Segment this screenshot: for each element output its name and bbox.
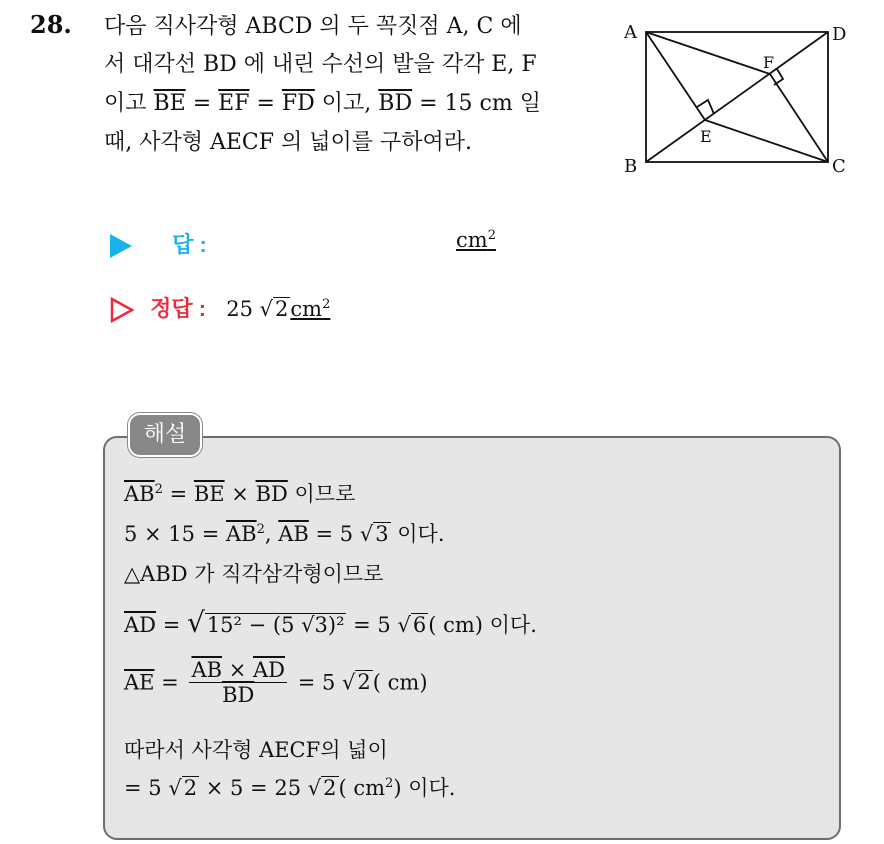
correct-radicand: 2 [275,297,289,321]
text-segment: = [162,482,194,506]
answer-label: 답 : [172,232,207,257]
segment-ad: $\overline{AD}$ [124,613,157,637]
text-segment: ( cm [338,776,386,800]
segment-ef: $\overline{EF}$ [218,91,250,116]
text-segment: = [156,613,187,637]
text-segment: = 15 cm 일 [412,91,541,116]
exponent: 2 [154,482,163,497]
text-segment: = 5 [308,522,360,546]
diagonal-bd [646,32,828,162]
text-segment: × [224,482,256,506]
sqrt-symbol: √ [186,606,205,639]
rectangle-diagram [620,18,855,183]
segment-bd: $\overline{BD}$ [378,91,413,116]
text-segment: = 5 [346,613,398,637]
segment-af [646,32,770,74]
radicand: 6 [412,613,427,637]
answer-row [110,228,207,259]
radicand: 3 [375,522,389,546]
label-c: C [832,156,846,177]
text-segment: = [154,670,186,695]
answer-unit-blank[interactable] [456,228,496,252]
text-segment: = 5 [124,776,169,800]
text-segment: ( cm) [372,670,428,695]
radicand: 2 [183,776,198,800]
unit-text: cm [456,228,488,252]
fraction-denominator [189,683,287,707]
segment-bd: BD [222,683,255,707]
segment-ab: $\overline{AB}$ [278,522,309,546]
text-segment: ( cm) 이다. [428,613,537,637]
segment-ce [705,120,828,162]
text-segment: × [222,658,254,682]
correct-unit-base: cm [290,297,323,321]
text-segment: , [264,522,279,546]
segment-ab: $\overline{AB}$ [225,522,257,546]
text-segment: 5 × 15 = [124,522,226,546]
label-d: D [832,24,847,45]
text-segment: 이므로 [287,482,356,506]
text-segment: 이다. [390,522,445,546]
segment-fd: $\overline{FD}$ [281,91,315,116]
fraction [189,658,287,707]
radicand: 2 [323,776,337,800]
explanation-line-1 [124,478,355,508]
exponent: 2 [256,522,265,537]
question-line-3 [104,87,541,121]
label-a: A [624,22,637,43]
text-segment: = [249,91,282,116]
radicand: 15² − (5 √3)² [206,613,345,637]
correct-answer-row: 정답 : 25 $√2cm^2$ [110,292,330,323]
play-triangle-icon [110,234,132,258]
correct-unit [290,297,330,321]
exponent: 2 [385,776,394,791]
explanation-line-3: △ABD 가 직각삼각형이므로 [124,562,384,586]
question-line-2: 서 대각선 BD 에 내린 수선의 발을 각각 E, F [104,52,537,77]
sqrt-symbol: √ [342,670,356,695]
explanation-line-5 [124,658,428,707]
explanation-line-2: $5 \times 15 = \overline{AB}^2$, $\overline{AB} = 5$ √3 이다. [124,522,445,546]
label-f: F [763,53,775,72]
question-number: 28. [30,10,72,39]
question-line-1: 다음 직사각형 ABCD 의 두 꼭짓점 A, C 에 [104,14,522,39]
correct-coef: 25 [226,297,253,321]
fraction-numerator [189,658,287,683]
label-b: B [624,156,638,177]
question-line-4: 때, 사각형 AECF 의 넓이를 구하여라. [104,130,473,155]
explanation-line-4: $\overline{AD} = √15^2 - (5$ √3)² = 5 √6( cm) 이다. [124,606,537,639]
explanation-tag: 해설 [128,413,202,457]
segment-ab: $\overline{AB}$ [191,658,223,682]
label-e: E [700,127,712,146]
unit-exponent: 2 [487,228,496,243]
explanation-line-7: = 5 √2 × 5 = 25 √2( $cm^2$) 이다. [124,776,456,800]
segment-ab: $\overline{AB}$ [124,482,155,506]
correct-unit-exponent: 2 [322,297,331,312]
segment-bd: $\overline{BD}$ [255,482,288,506]
segment-ae: $\overline{AE}$ [124,670,155,695]
correct-answer-label: 정답 : [150,296,207,321]
segment-ae [646,32,705,120]
text-segment: 이고 [104,91,154,116]
segment-cf [770,74,828,162]
text-segment: ) 이다. [393,776,456,800]
text-segment: = 5 [291,670,343,695]
text-segment: × 5 = 25 [199,776,308,800]
segment-ad: $\overline{AD}$ [253,658,286,682]
radicand: 2 [357,670,371,695]
explanation-line-6: 따라서 사각형 AECF의 넓이 [124,738,388,762]
segment-be: $\overline{BE}$ [153,91,186,116]
text-segment: = [185,91,219,116]
text-segment: 이고, [314,91,379,116]
outlined-triangle-icon [110,297,134,323]
segment-be: $\overline{BE}$ [193,482,225,506]
